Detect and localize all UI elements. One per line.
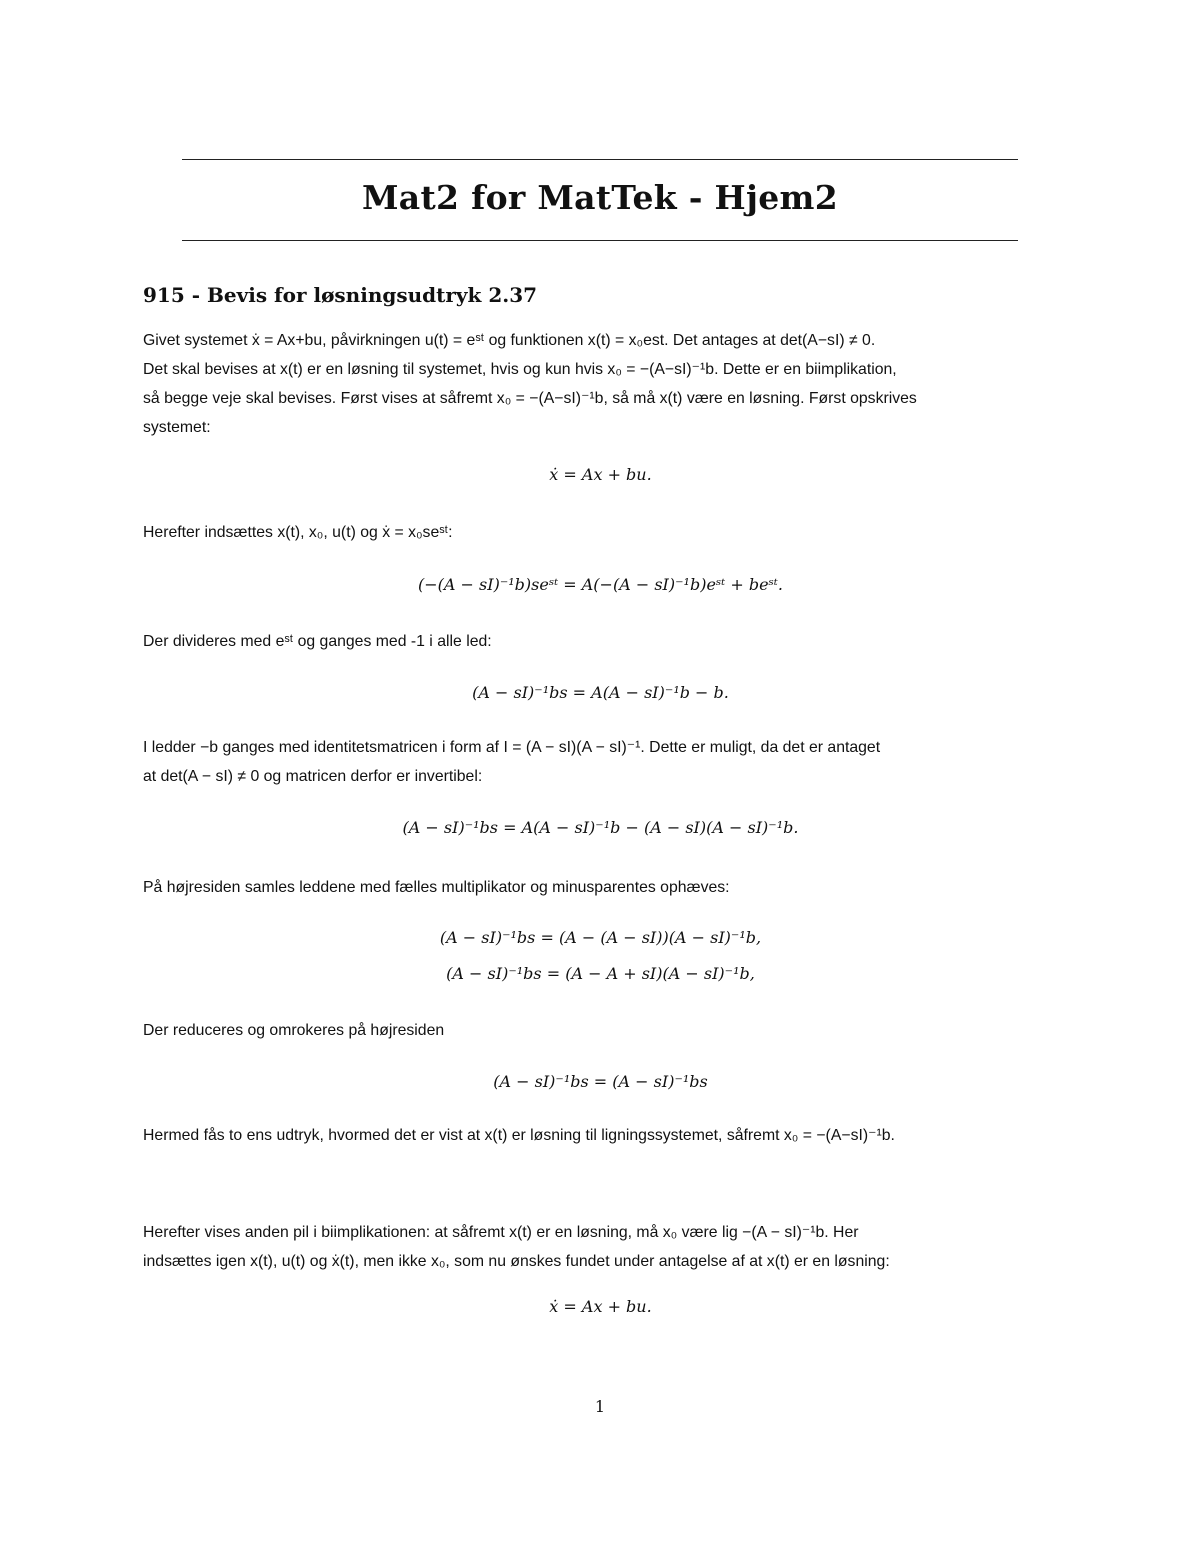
paragraph-reduce: Der reduceres og omrokeres på højresiden	[143, 1022, 445, 1039]
page-title: Mat2 for MatTek - Hjem2	[361, 178, 839, 217]
section-heading: 915 - Bevis for løsningsudtryk 2.37	[143, 283, 538, 307]
equation-reduced: (A − sI)⁻¹bs = (A − sI)⁻¹bs	[493, 1072, 708, 1091]
text-line: så begge veje skal bevises. Først vises at såfremt x₀ = −(A−sI)⁻¹b, så må x(t) være en løsning. Først opskrives	[143, 390, 917, 407]
text-line: systemet:	[143, 419, 211, 436]
equation-substituted: (−(A − sI)⁻¹b)seˢᵗ = A(−(A − sI)⁻¹b)eˢᵗ + beˢᵗ.	[418, 575, 783, 594]
text-line: Det skal bevises at x(t) er en løsning til systemet, hvis og kun hvis x₀ = −(A−sI)⁻¹b. Dette er en biimplikation,	[143, 361, 897, 378]
equation-identity: (A − sI)⁻¹bs = A(A − sI)⁻¹b − (A − sI)(A − sI)⁻¹b.	[402, 818, 799, 837]
equation-divided: (A − sI)⁻¹bs = A(A − sI)⁻¹b − b.	[472, 683, 729, 702]
title-top-rule	[182, 159, 1018, 160]
paragraph-divide: Der divideres med eˢᵗ og ganges med -1 i alle led:	[143, 633, 492, 650]
paragraph-substitute: Herefter indsættes x(t), x₀, u(t) og ẋ = x₀seˢᵗ:	[143, 524, 453, 541]
text-line: at det(A − sI) ≠ 0 og matricen derfor er invertibel:	[143, 768, 483, 785]
equation-system: ẋ = Ax + bu.	[549, 465, 652, 484]
paragraph-collect: På højresiden samles leddene med fælles multiplikator og minusparentes ophæves:	[143, 879, 730, 896]
paragraph-conclusion: Hermed fås to ens udtryk, hvormed det er vist at x(t) er løsning til ligningssystemet, såfremt x₀ = −(A−sI)⁻¹b.	[143, 1127, 895, 1144]
equation-system-repeat: ẋ = Ax + bu.	[549, 1297, 652, 1316]
equation-collect-2: (A − sI)⁻¹bs = (A − A + sI)(A − sI)⁻¹b,	[446, 964, 755, 983]
text-line: Herefter vises anden pil i biimplikationen: at såfremt x(t) er en løsning, må x₀ være lig −(A − sI)⁻¹b. Her	[143, 1224, 859, 1241]
paragraph-intro	[143, 326, 1058, 442]
text-line: Givet systemet ẋ = Ax+bu, påvirkningen u(t) = eˢᵗ og funktionen x(t) = x₀est. Det antages at det(A−sI) ≠ 0.	[143, 332, 876, 349]
paragraph-identity	[143, 733, 1058, 791]
page-number: 1	[594, 1397, 606, 1416]
equation-collect-1: (A − sI)⁻¹bs = (A − (A − sI))(A − sI)⁻¹b,	[439, 928, 762, 947]
paragraph-converse	[143, 1218, 1058, 1276]
title-bottom-rule	[182, 240, 1018, 241]
text-line: I ledder −b ganges med identitetsmatricen i form af I = (A − sI)(A − sI)⁻¹. Dette er muligt, da det er antaget	[143, 739, 881, 756]
text-line: indsættes igen x(t), u(t) og ẋ(t), men ikke x₀, som nu ønskes fundet under antagelse af at x(t) er en løsning:	[143, 1253, 890, 1270]
